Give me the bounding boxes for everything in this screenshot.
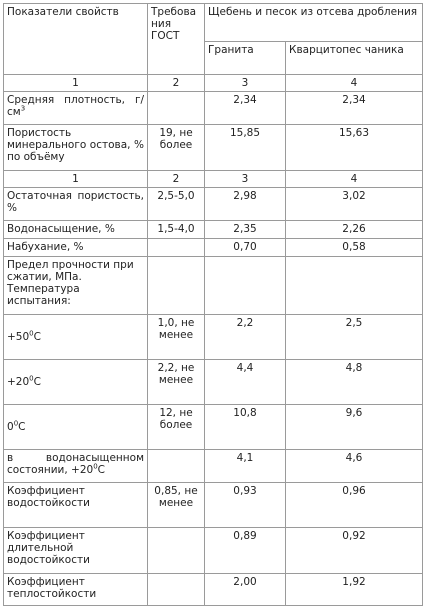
- column-number: 4: [286, 171, 423, 188]
- gost-value: 1,0, не менее: [148, 315, 205, 360]
- column-number: 1: [4, 75, 148, 92]
- quartzite-value: 0,92: [286, 528, 423, 574]
- table-row: [4, 257, 423, 315]
- quartzite-value: 4,6: [286, 450, 423, 483]
- table-row: [4, 405, 423, 450]
- header-properties: Показатели свойств: [4, 4, 148, 75]
- table-row: [4, 221, 423, 239]
- column-number: 2: [148, 75, 205, 92]
- row-label: в водонасыщенном состоянии, $+20^0С$: [4, 450, 148, 483]
- table-row: [4, 528, 423, 574]
- column-number: 3: [205, 75, 286, 92]
- quartzite-value: 2,34: [286, 92, 423, 125]
- row-label: Пористость минерального остова, % по объёму: [4, 125, 148, 171]
- column-number: 4: [286, 75, 423, 92]
- gost-value: [148, 239, 205, 257]
- quartzite-value: [286, 257, 423, 315]
- row-label: Коэффициент теплостойкости: [4, 574, 148, 606]
- table-row: [4, 92, 423, 125]
- header-row: [4, 4, 423, 42]
- column-number: 3: [205, 171, 286, 188]
- column-number: 1: [4, 171, 148, 188]
- table-row: [4, 315, 423, 360]
- quartzite-value: 1,92: [286, 574, 423, 606]
- quartzite-value: 4,8: [286, 360, 423, 405]
- granite-value: 15,85: [205, 125, 286, 171]
- quartzite-value: 15,63: [286, 125, 423, 171]
- column-numbers-row: [4, 171, 423, 188]
- properties-table: [3, 3, 423, 606]
- granite-value: 2,34: [205, 92, 286, 125]
- granite-value: 0,93: [205, 483, 286, 528]
- header-material: Щебень и песок из отсева дробления: [205, 4, 423, 42]
- table-row: [4, 188, 423, 221]
- gost-value: [148, 92, 205, 125]
- granite-value: 0,89: [205, 528, 286, 574]
- granite-value: 2,98: [205, 188, 286, 221]
- gost-value: 19, не более: [148, 125, 205, 171]
- quartzite-value: 0,58: [286, 239, 423, 257]
- table-row: [4, 360, 423, 405]
- row-label: Средняя плотность, $г/см^3$: [4, 92, 148, 125]
- row-label: $+50^0С$: [4, 315, 148, 360]
- quartzite-value: 9,6: [286, 405, 423, 450]
- header-granite: Гранита: [205, 42, 286, 75]
- quartzite-value: 0,96: [286, 483, 423, 528]
- granite-value: [205, 257, 286, 315]
- table-row: [4, 239, 423, 257]
- quartzite-value: 2,5: [286, 315, 423, 360]
- granite-value: 2,00: [205, 574, 286, 606]
- column-numbers-row: [4, 75, 423, 92]
- gost-value: 12, не более: [148, 405, 205, 450]
- row-label: $+20^0С$: [4, 360, 148, 405]
- row-label: Остаточная пористость, %: [4, 188, 148, 221]
- granite-value: 2,35: [205, 221, 286, 239]
- gost-value: [148, 574, 205, 606]
- table-row: [4, 450, 423, 483]
- gost-value: 2,2, не менее: [148, 360, 205, 405]
- row-label: Водонасыщение, %: [4, 221, 148, 239]
- granite-value: 10,8: [205, 405, 286, 450]
- granite-value: 4,1: [205, 450, 286, 483]
- gost-value: [148, 257, 205, 315]
- column-number: 2: [148, 171, 205, 188]
- granite-value: 4,4: [205, 360, 286, 405]
- row-label: Набухание, %: [4, 239, 148, 257]
- row-label: Коэффициент водостойкости: [4, 483, 148, 528]
- granite-value: 0,70: [205, 239, 286, 257]
- table-row: [4, 483, 423, 528]
- gost-value: [148, 528, 205, 574]
- row-label: Коэффициент длительной водостойкости: [4, 528, 148, 574]
- gost-value: 0,85, не менее: [148, 483, 205, 528]
- row-label: Предел прочности при сжатии, МПа. Температура испытания:: [4, 257, 148, 315]
- granite-value: 2,2: [205, 315, 286, 360]
- gost-value: 1,5-4,0: [148, 221, 205, 239]
- gost-value: [148, 450, 205, 483]
- table-row: [4, 574, 423, 606]
- header-quartzite: Кварцитопес чаника: [286, 42, 423, 75]
- quartzite-value: 2,26: [286, 221, 423, 239]
- row-label: $0^0С$: [4, 405, 148, 450]
- quartzite-value: 3,02: [286, 188, 423, 221]
- gost-value: 2,5-5,0: [148, 188, 205, 221]
- table-row: [4, 125, 423, 171]
- header-gost: Требова ния ГОСТ: [148, 4, 205, 75]
